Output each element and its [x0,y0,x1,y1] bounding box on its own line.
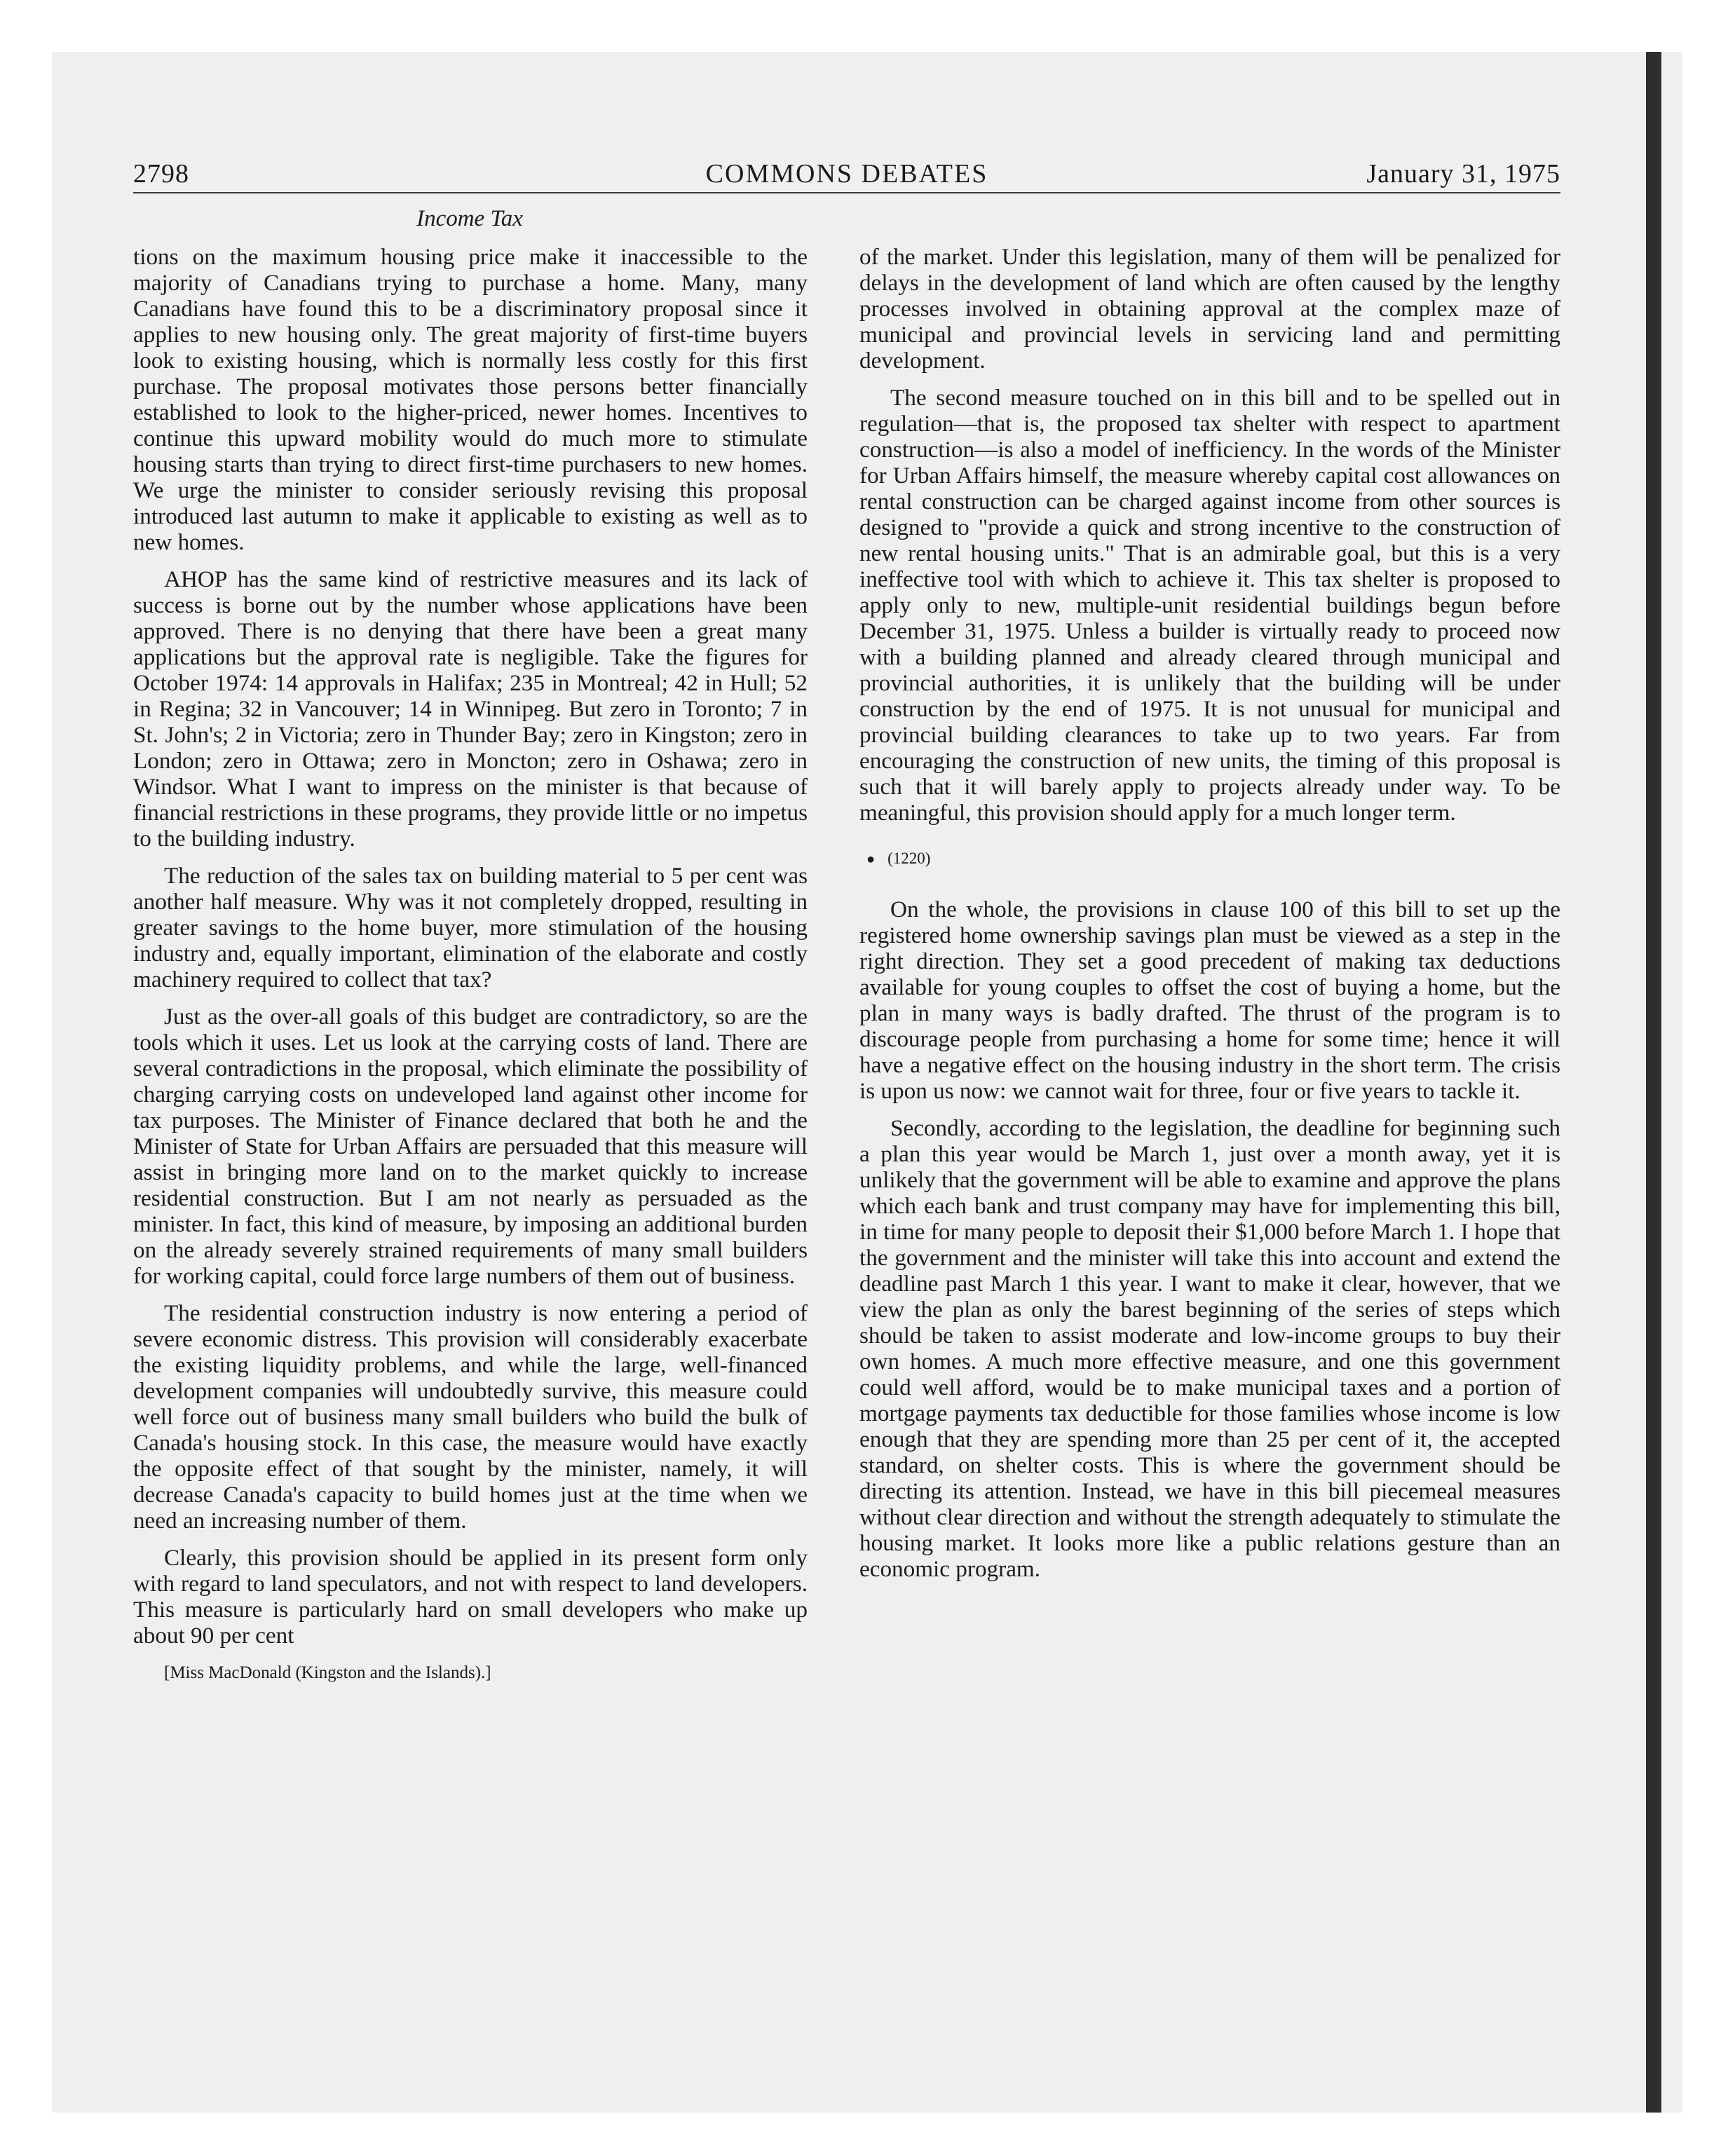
paragraph: of the market. Under this legislation, many of them will be penalized for delays in the development of land which are often caused by the lengthy processes involved in obtaining approval at the complex maze of municipal and provincial levels in servicing land and permitting development. [859,244,1560,374]
speaker-attribution: [Miss MacDonald (Kingston and the Islands).] [164,1663,491,1682]
page-header [133,158,1560,193]
paragraph: The reduction of the sales tax on building material to 5 per cent was another half measure. Why was it not completely dropped, resulting in greater savings to the home buyer, more stimulation of the housing industry and, equally important, elimination of the elaborate and costly machinery required to collect that tax? [133,863,808,992]
paragraph: Clearly, this provision should be applied in its present form only with regard to land speculators, and not with respect to land developers. This measure is particularly hard on small developers who make up about 90 per cent [133,1545,808,1649]
paragraph: Secondly, according to the legislation, the deadline for beginning such a plan this year would be March 1, just over a month away, yet it is unlikely that the government will be able to examine and approve the plans which each bank and trust company may have for implementing this bill, in time for many people to deposit their $1,000 before March 1. I hope that the government and the minister will take this into account and extend the deadline past March 1 this year. I want to make it clear, however, that we view the plan as only the barest beginning of the series of steps which should be taken to assist moderate and low-income groups to buy their own homes. A much more effective measure, and one this government could well afford, would be to make municipal taxes and a portion of mortgage payments tax deductible for those families whose income is low enough that they are spending more than 25 per cent of it, the accepted standard, on shelter costs. This is where the government should be directing its attention. Instead, we have in this bill piecemeal measures without clear direction and without the strength adequately to stimulate the housing market. It looks more like a public relations gesture than an economic program. [859,1115,1560,1582]
paragraph: Just as the over-all goals of this budget are contradictory, so are the tools which it uses. Let us look at the carrying costs of land. There are several contradictions in the proposal, which eliminate the possibility of charging carrying costs on undeveloped land against other income for tax purposes. The Minister of Finance declared that both he and the Minister of State for Urban Affairs are persuaded that this measure will assist in bringing more land on to the market quickly to increase residential construction. But I am not nearly as persuaded as the minister. In fact, this kind of measure, by imposing an additional burden on the already severely strained requirements of many small builders for working capital, could force large numbers of them out of business. [133,1004,808,1289]
time-marker [866,845,1560,873]
page-edge-bar [1646,52,1661,2113]
paragraph: AHOP has the same kind of restrictive measures and its lack of success is borne out by the number whose applications have been approved. There is no denying that there have been a great many applications but the approval rate is negligible. Take the figures for October 1974: 14 approvals in Halifax; 235 in Montreal; 42 in Hull; 52 in Regina; 32 in Vancouver; 14 in Winnipeg. But zero in Toronto; 7 in St. John's; 2 in Victoria; zero in Thunder Bay; zero in Kingston; zero in London; zero in Ottawa; zero in Moncton; zero in Oshawa; zero in Windsor. What I want to impress on the minister is that because of financial restrictions in these programs, they provide little or no impetus to the building industry. [133,566,808,852]
right-column [859,244,1560,1593]
page-number: 2798 [133,159,189,189]
publication-title: COMMONS DEBATES [705,159,988,189]
paragraph: tions on the maximum housing price make it inaccessible to the majority of Canadians trying to purchase a home. Many, many Canadians have found this to be a discriminatory proposal since it applies to new housing only. The great majority of first-time buyers look to existing housing, which is normally less costly for this first purchase. The proposal motivates those persons better financially established to look to the higher-priced, newer homes. Incentives to continue this upward mobility would do much more to stimulate housing starts than trying to direct first-time purchasers to new homes. We urge the minister to consider seriously revising this proposal introduced last autumn to make it applicable to existing as well as to new homes. [133,244,808,555]
publication-date: January 31, 1975 [1366,159,1560,189]
time-marker-label: (1220) [887,850,931,867]
paragraph: The second measure touched on in this bill and to be spelled out in regulation—that is, the proposed tax shelter with respect to apartment construction—is also a model of inefficiency. In the words of the Minister for Urban Affairs himself, the measure whereby capital cost allowances on rental construction can be charged against income from other sources is designed to "provide a quick and strong incentive to the construction of new rental housing units." That is an admirable goal, but this is a very ineffective tool with which to achieve it. This tax shelter is proposed to apply only to new, multiple-unit residential buildings begun before December 31, 1975. Unless a builder is virtually ready to proceed now with a building planned and already cleared through municipal and provincial authorities, it is unlikely that the building will be under construction by the end of 1975. It is not unusual for municipal and provincial building clearances to take up to two years. Far from encouraging the construction of new units, the timing of this proposal is such that it will barely apply to projects already under way. To be meaningful, this provision should apply for a much longer term. [859,385,1560,826]
bullet-icon: ● [866,852,876,867]
paragraph: On the whole, the provisions in clause 100 of this bill to set up the registered home ownership savings plan must be viewed as a step in the right direction. They set a good precedent of making tax deductions available for young couples to offset the cost of buying a home, but the plan in many ways is badly drafted. The thrust of the program is to discourage people from purchasing a home for some time; hence it will have a negative effect on the housing industry in the short term. The crisis is upon us now: we cannot wait for three, four or five years to tackle it. [859,896,1560,1104]
section-title: Income Tax [416,206,523,231]
paragraph: The residential construction industry is now entering a period of severe economic distress. This provision will considerably exacerbate the existing liquidity problems, and while the large, well-financed development companies will undoubtedly survive, this measure could well force out of business many small builders who build the bulk of Canada's housing stock. In this case, the measure would have exactly the opposite effect of that sought by the minister, namely, it will decrease Canada's capacity to build homes just at the time when we need an increasing number of them. [133,1300,808,1534]
left-column [133,244,808,1697]
